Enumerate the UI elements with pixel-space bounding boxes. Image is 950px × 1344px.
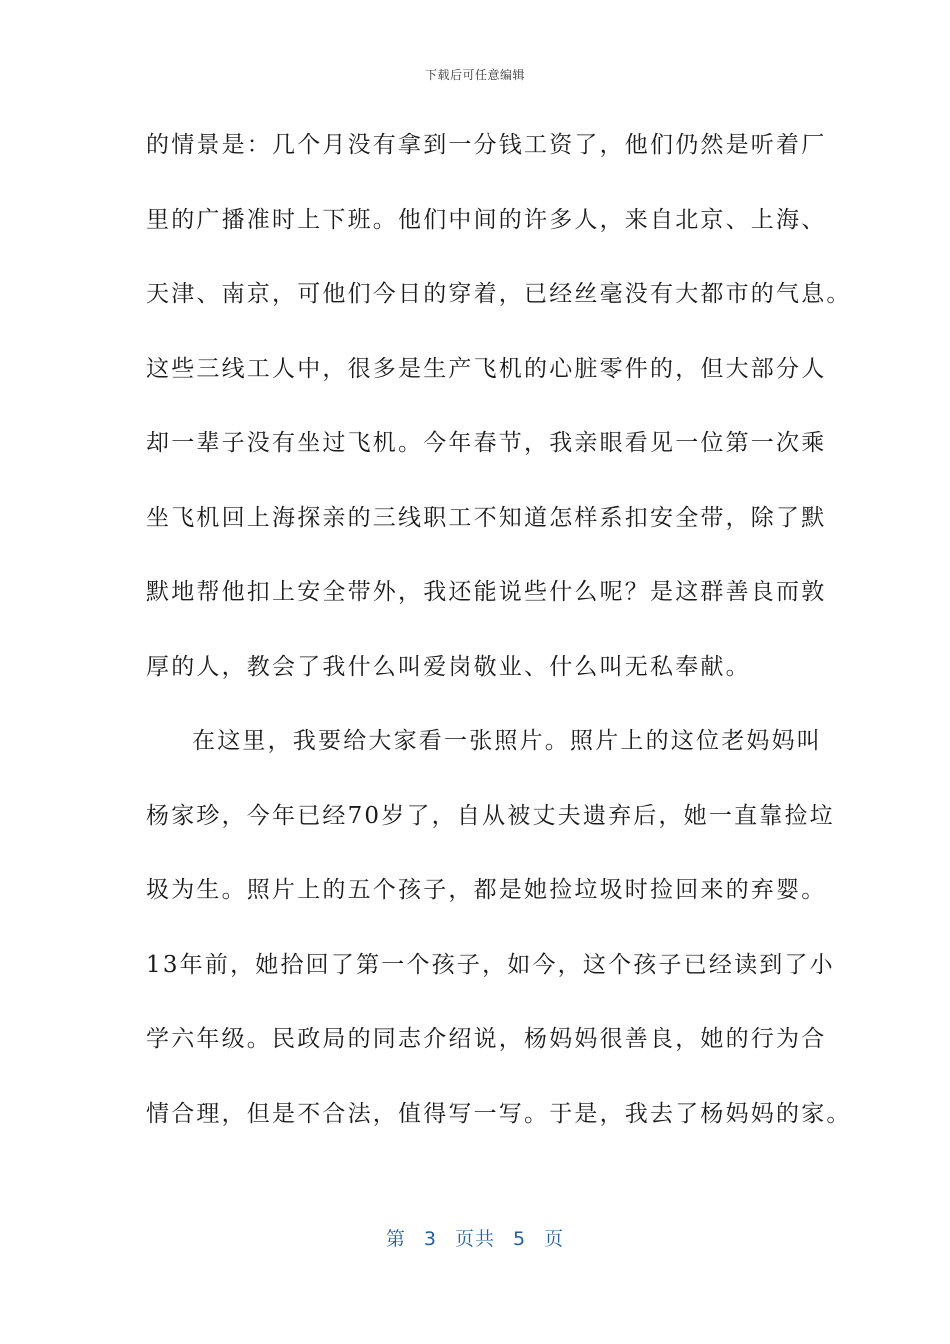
document-body [146, 120, 852, 1163]
text-line: 厚的人，教会了我什么叫爱岗敬业、什么叫无私奉献。 [146, 653, 751, 680]
page-footer [0, 1224, 950, 1251]
page-header-note: 下载后可任意编辑 [424, 68, 525, 82]
text-line: 的情景是：几个月没有拿到一分钱工资了，他们仍然是听着厂 [146, 132, 827, 158]
text-line: 里的广播准时上下班。他们中间的许多人，来自北京、上海、 [146, 206, 827, 233]
text-line: 13年前，她拾回了第一个孩子，如今，这个孩子已经读到了小 [146, 951, 835, 978]
text-line: 默地帮他扣上安全带外，我还能说些什么呢？是这群善良而敦 [146, 579, 827, 605]
text-line: 这些三线工人中，很多是生产飞机的心脏零件的，但大部分人 [146, 355, 827, 382]
text-line: 坐飞机回上海探亲的三线职工不知道怎样系扣安全带，除了默 [146, 504, 827, 531]
text-line: 杨家珍，今年已经70岁了，自从被丈夫遗弃后，她一直靠捡垃 [146, 802, 835, 829]
text-line: 圾为生。照片上的五个孩子，都是她捡垃圾时捡回来的弃婴。 [146, 877, 827, 903]
text-line: 情合理，但是不合法，值得写一写。于是，我去了杨妈妈的家。 [146, 1100, 852, 1127]
footer-prefix: 第 [385, 1228, 406, 1250]
current-page-number: 3 [423, 1228, 437, 1250]
text-line: 学六年级。民政局的同志介绍说，杨妈妈很善良，她的行为合 [146, 1026, 827, 1052]
text-line: 却一辈子没有坐过飞机。今年春节，我亲眼看见一位第一次乘 [146, 430, 827, 456]
total-pages-number: 5 [513, 1228, 527, 1250]
footer-middle: 页共 [454, 1228, 495, 1250]
paragraph-start-line: 在这里，我要给大家看一张照片。照片上的这位老妈妈叫 [192, 728, 822, 754]
text-line: 天津、南京，可他们今日的穿着，已经丝毫没有大都市的气息。 [146, 281, 852, 307]
footer-suffix: 页 [544, 1228, 565, 1250]
